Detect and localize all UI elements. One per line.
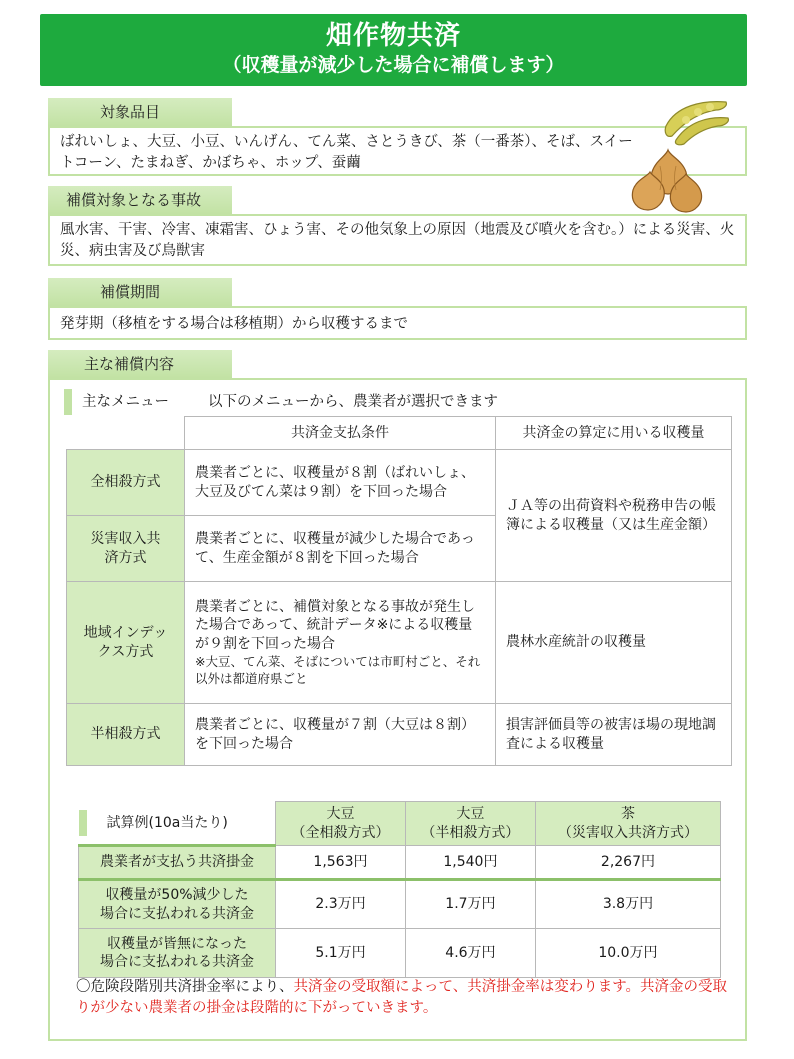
payment-condition-cell <box>185 582 496 704</box>
heading-bar <box>64 389 72 415</box>
method-name: 全相殺方式 <box>67 450 185 516</box>
row-label-line: 場合に支払われる共済金 <box>100 905 254 922</box>
table-row <box>67 450 732 516</box>
col-header-yield: 共済金の算定に用いる収穫量 <box>496 417 732 450</box>
example-row-label <box>79 880 276 929</box>
example-row-label: 農業者が支払う共済掛金 <box>79 846 276 880</box>
example-table <box>78 801 721 978</box>
page-header <box>40 14 747 86</box>
yield-basis: ＪＡ等の出荷資料や税務申告の帳簿による収穫量（又は生産金額） <box>496 450 732 582</box>
example-label-cell <box>79 802 276 846</box>
section-text-period: 発芽期（移植をする場合は移植期）から収穫するまで <box>48 306 747 340</box>
method-name: 地域インデックス方式 <box>67 582 185 704</box>
payment-condition: 農業者ごとに、収穫量が減少した場合であって、生産金額が８割を下回った場合 <box>185 516 496 582</box>
method-name: 災害収入共済方式 <box>67 516 185 582</box>
heading-bar <box>79 810 87 836</box>
crop-name: 大豆 <box>326 806 355 822</box>
example-label: 試算例(10a当たり) <box>106 814 228 831</box>
section-label-period: 補償期間 <box>48 278 232 306</box>
crop-name: 茶 <box>620 806 635 822</box>
row-label-line: 収穫量が皆無になった <box>107 935 247 952</box>
method-name: 半相殺方式 <box>67 704 185 766</box>
row-label-line: 場合に支払われる共済金 <box>100 954 254 970</box>
menu-heading <box>64 389 498 415</box>
payment-condition: 農業者ごとに、収穫量が８割（ばれいしょ、大豆及びてん菜は９割）を下回った場合 <box>185 450 496 516</box>
example-col-header <box>405 802 535 846</box>
example-value: 4.6万円 <box>405 929 535 978</box>
condition-note: ※大豆、てん菜、そばについては市町村ごと、それ以外は都道府県ごと <box>195 654 481 687</box>
blank-cell <box>67 417 185 450</box>
example-value: 1.7万円 <box>405 880 535 929</box>
example-col-header <box>535 802 720 846</box>
page-subtitle: （収穫量が減少した場合に補償します） <box>222 54 565 76</box>
menu-description: 以下のメニューから、農業者が選択できます <box>208 394 498 410</box>
col-header-condition: 共済金支払条件 <box>185 417 496 450</box>
section-label-items: 対象品目 <box>48 98 232 126</box>
example-value: 2.3万円 <box>276 880 406 929</box>
example-value: 5.1万円 <box>276 929 406 978</box>
footer-emphasis: 共済金の受取額によって、共済掛金率は変わります。共済金の受取りが少ない農業者の掛金は段階的に下がっていきます。 <box>76 979 728 1016</box>
payment-condition: 農業者ごとに、補償対象となる事故が発生した場合であって、統計データ※による収穫量が９割を下回った場合 <box>195 598 475 652</box>
footer-prefix: 〇危険段階別共済掛金率により、 <box>76 979 294 995</box>
crop-name: 大豆 <box>456 806 485 822</box>
example-value: 1,563円 <box>276 846 406 880</box>
example-col-header <box>276 802 406 846</box>
page-title: 畑作物共済 <box>325 21 461 51</box>
payment-condition: 農業者ごとに、収穫量が７割（大豆は８割）を下回った場合 <box>185 704 496 766</box>
menu-table-header <box>67 417 732 450</box>
yield-basis: 損害評価員等の被害ほ場の現地調査による収穫量 <box>496 704 732 766</box>
onions-icon <box>630 146 706 216</box>
crop-method: （半相殺方式） <box>421 824 520 841</box>
menu-table <box>66 416 732 766</box>
example-header <box>79 802 721 846</box>
section-label-accidents: 補償対象となる事故 <box>48 186 232 214</box>
example-row-label <box>79 929 276 978</box>
crop-method: （全相殺方式） <box>291 824 390 841</box>
table-row <box>79 846 721 880</box>
yield-basis: 農林水産統計の収穫量 <box>496 582 732 704</box>
table-row <box>67 582 732 704</box>
crop-method: （災害収入共済方式） <box>557 824 698 841</box>
table-row <box>79 929 721 978</box>
section-label-main: 主な補償内容 <box>48 350 232 378</box>
example-value: 3.8万円 <box>535 880 720 929</box>
section-text-accidents: 風水害、干害、冷害、凍霜害、ひょう害、その他気象上の原因（地震及び噴火を含む。）による災害、火災、病虫害及び鳥獣害 <box>48 214 747 266</box>
example-value: 2,267円 <box>535 846 720 880</box>
example-value: 1,540円 <box>405 846 535 880</box>
table-row <box>67 704 732 766</box>
row-label-line: 収穫量が50%減少した <box>105 887 249 903</box>
menu-label: 主なメニュー <box>82 394 169 410</box>
example-value: 10.0万円 <box>535 929 720 978</box>
section-text-items: ばれいしょ、大豆、小豆、いんげん、てん菜、さとうきび、茶（一番茶）、そば、スイートコーン、たまねぎ、かぼちゃ、ホップ、蚕繭 <box>48 126 747 176</box>
table-row <box>79 880 721 929</box>
soybean-pods-icon <box>662 96 732 146</box>
footer-note <box>76 977 736 1019</box>
